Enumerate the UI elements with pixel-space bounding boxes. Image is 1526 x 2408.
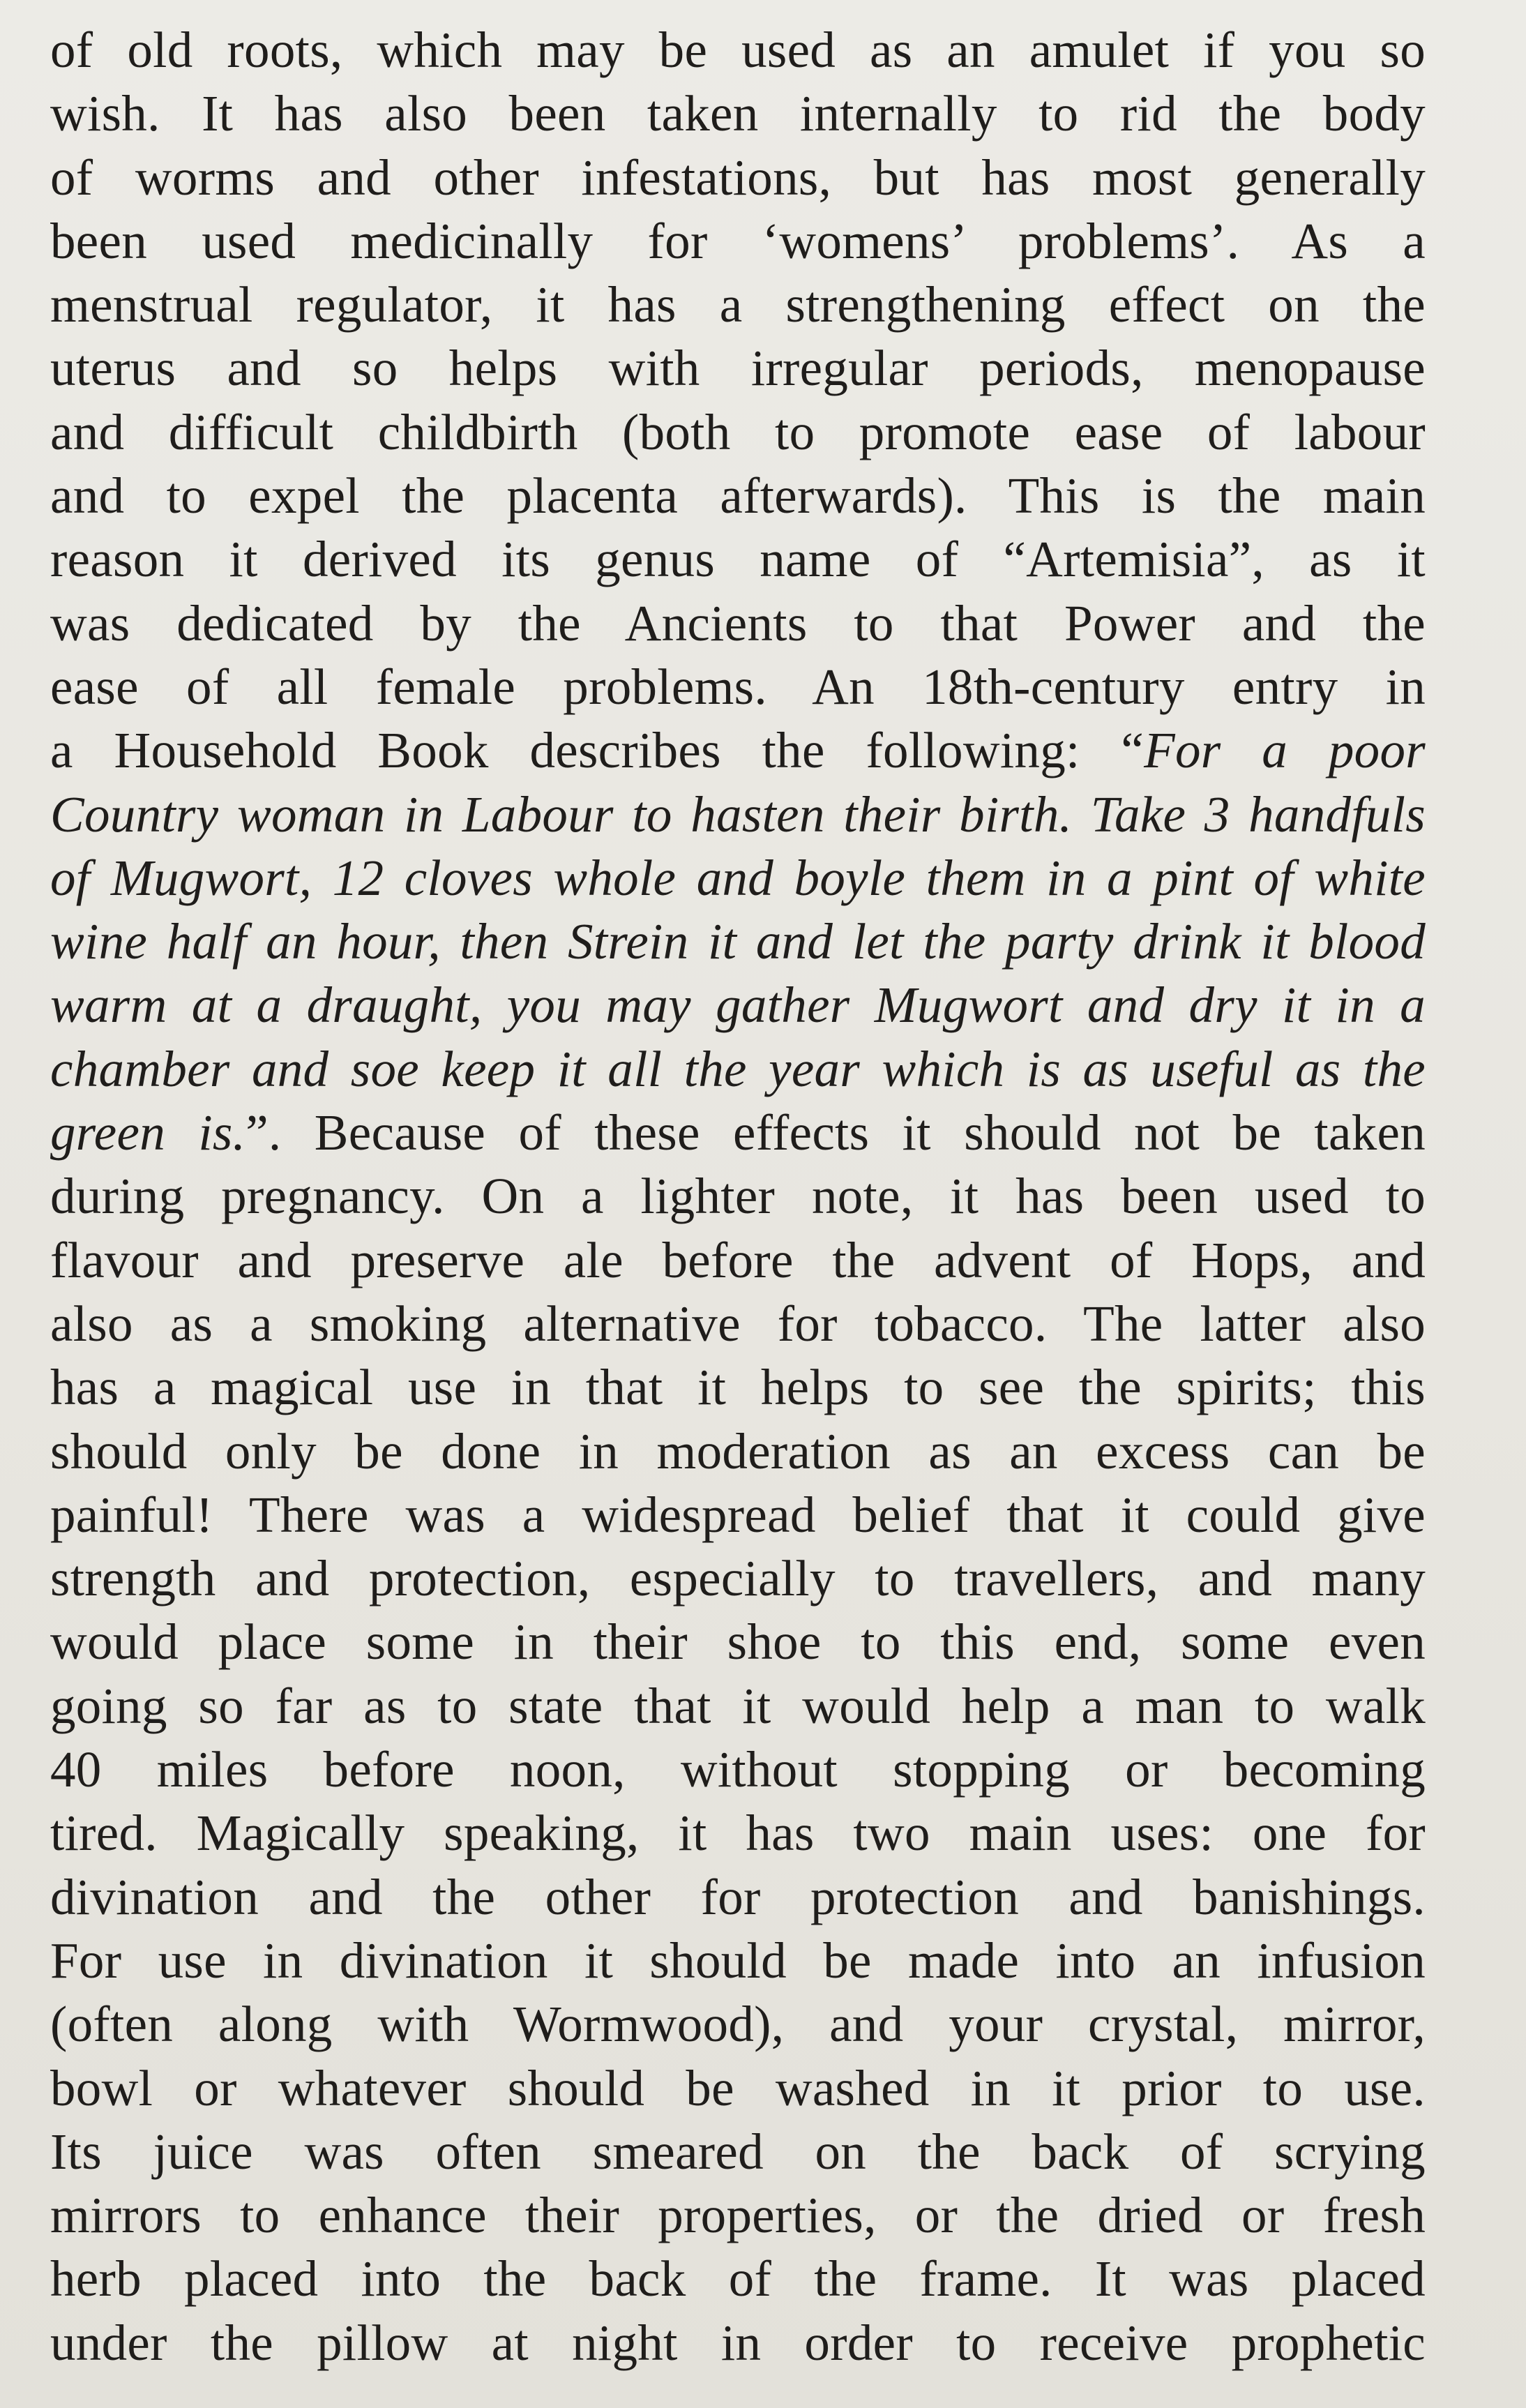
italic-quote-segment: warm at a draught, you may gather Mugwort and dry it in a	[50, 977, 1426, 1034]
text-segment: also as a smoking alternative for tobacco. The latter also	[50, 1295, 1426, 1352]
text-line	[50, 1037, 1426, 1101]
text-segment: would place some in their shoe to this end, some even	[50, 1613, 1426, 1671]
text-line	[50, 273, 1426, 336]
italic-quote-segment: of Mugwort, 12 cloves whole and boyle them in a pint of white	[50, 849, 1426, 906]
text-line	[50, 718, 1426, 782]
text-line	[50, 1101, 1426, 1164]
text-segment: tired. Magically speaking, it has two main uses: one for	[50, 1805, 1426, 1862]
text-segment: 40 miles before noon, without stopping or becoming	[50, 1741, 1426, 1798]
text-segment: reason it derived its genus name of “Artemisia”, as it	[50, 531, 1426, 588]
text-line	[50, 2247, 1426, 2310]
text-segment: ”. Because of these effects it should not be taken	[245, 1104, 1426, 1161]
text-line	[50, 527, 1426, 591]
text-line	[50, 655, 1426, 718]
text-segment: of worms and other infestations, but has most generally	[50, 149, 1426, 206]
text-segment: Its juice was often smeared on the back of scrying	[50, 2123, 1426, 2180]
text-line	[50, 2183, 1426, 2247]
text-segment: ease of all female problems. An 18th-century entry in	[50, 658, 1426, 715]
text-line	[50, 336, 1426, 400]
text-line	[50, 2311, 1426, 2375]
text-line	[50, 2120, 1426, 2183]
text-line	[50, 1674, 1426, 1738]
italic-quote-segment: Country woman in Labour to hasten their birth. Take 3 handfuls	[50, 785, 1426, 843]
text-line	[50, 973, 1426, 1037]
text-segment: during pregnancy. On a lighter note, it has been used to	[50, 1168, 1426, 1225]
italic-quote-segment: green is.	[50, 1104, 246, 1161]
text-line	[50, 146, 1426, 209]
text-segment: a Household Book describes the following: “	[50, 722, 1144, 779]
text-line	[50, 400, 1426, 464]
text-segment: should only be done in moderation as an excess can be	[50, 1422, 1426, 1480]
text-line	[50, 783, 1426, 846]
text-line	[50, 2056, 1426, 2120]
text-line	[50, 18, 1426, 82]
text-segment: going so far as to state that it would help a man to walk	[50, 1677, 1426, 1734]
text-segment: divination and the other for protection and banishings.	[50, 1868, 1426, 1925]
body-text	[50, 18, 1426, 2375]
text-line	[50, 1420, 1426, 1483]
text-segment: bowl or whatever should be washed in it prior to use.	[50, 2059, 1426, 2116]
text-segment: strength and protection, especially to travellers, and many	[50, 1550, 1426, 1607]
text-line	[50, 1610, 1426, 1673]
text-line	[50, 1355, 1426, 1419]
text-line	[50, 846, 1426, 910]
text-segment: (often along with Wormwood), and your crystal, mirror,	[50, 1996, 1426, 2053]
text-segment: under the pillow at night in order to receive prophetic	[50, 2314, 1426, 2371]
text-line	[50, 592, 1426, 655]
text-segment: painful! There was a widespread belief that it could give	[50, 1486, 1426, 1543]
text-segment: and difficult childbirth (both to promote ease of labour	[50, 403, 1426, 460]
text-segment: has a magical use in that it helps to see the spirits; this	[50, 1359, 1426, 1416]
text-line	[50, 209, 1426, 273]
text-segment: menstrual regulator, it has a strengthening effect on the	[50, 276, 1426, 333]
text-line	[50, 1992, 1426, 2056]
text-line	[50, 910, 1426, 973]
text-line	[50, 1865, 1426, 1929]
text-line	[50, 464, 1426, 527]
text-line	[50, 1738, 1426, 1801]
text-segment: been used medicinally for ‘womens’ problems’. As a	[50, 212, 1426, 269]
text-line	[50, 82, 1426, 145]
text-line	[50, 1801, 1426, 1865]
text-segment: and to expel the placenta afterwards). This is the main	[50, 467, 1426, 525]
text-segment: uterus and so helps with irregular periods, menopause	[50, 340, 1426, 397]
text-segment: of old roots, which may be used as an amulet if you so	[50, 22, 1426, 78]
text-line	[50, 1547, 1426, 1610]
text-line	[50, 1292, 1426, 1355]
italic-quote-segment: wine half an hour, then Strein it and let the party drink it blood	[50, 913, 1426, 970]
italic-quote-segment: For a poor	[1144, 722, 1426, 779]
text-segment: wish. It has also been taken internally to rid the body	[50, 85, 1426, 142]
text-segment: For use in divination it should be made into an infusion	[50, 1932, 1426, 1989]
text-segment: was dedicated by the Ancients to that Power and the	[50, 594, 1426, 652]
text-line	[50, 1483, 1426, 1547]
text-line	[50, 1164, 1426, 1228]
text-line	[50, 1228, 1426, 1292]
text-segment: herb placed into the back of the frame. It was placed	[50, 2250, 1426, 2308]
text-segment: flavour and preserve ale before the advent of Hops, and	[50, 1231, 1426, 1288]
text-segment: mirrors to enhance their properties, or the dried or fresh	[50, 2187, 1426, 2244]
italic-quote-segment: chamber and soe keep it all the year which is as useful as the	[50, 1040, 1426, 1097]
text-line	[50, 1929, 1426, 1992]
